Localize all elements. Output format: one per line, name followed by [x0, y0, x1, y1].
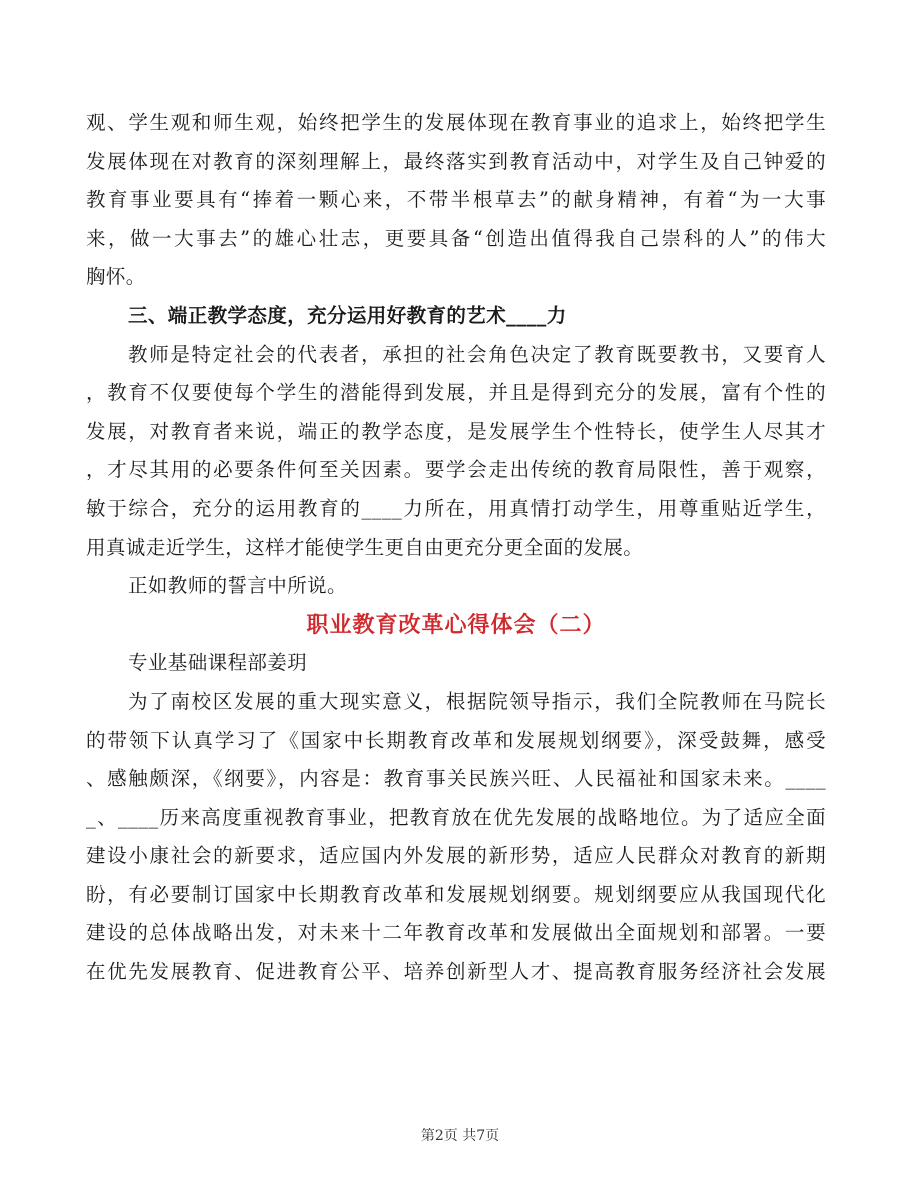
paragraph-line: 建设小康社会的新要求，适应国内外发展的新形势，适应人民群众对教育的新期 [86, 844, 826, 868]
paragraph-line: 、感触颇深，《纲要》，内容是：教育事关民族兴旺、人民福祉和国家未来。____ [86, 767, 826, 791]
page-number: 第2页 共7页 [420, 1128, 500, 1144]
paragraph-line: 的带领下认真学习了《国家中长期教育改革和发展规划纲要》，深受鼓舞，感受 [86, 728, 826, 752]
paragraph-line: 来，做一大事去”的雄心壮志，更要具备“创造出值得我自己崇科的人”的伟大 [86, 226, 826, 250]
paragraph-line: 胸怀。 [86, 265, 146, 289]
paragraph-line: 发展体现在对教育的深刻理解上，最终落实到教育活动中，对学生及自己钟爱的 [86, 149, 826, 173]
document-body [86, 104, 826, 992]
paragraph-line: ，才尽其用的必要条件何至关因素。要学会走出传统的教育局限性，善于观察， [86, 458, 826, 482]
paragraph-line: ，教育不仅要使每个学生的潜能得到发展，并且是得到充分的发展，富有个性的 [86, 381, 826, 405]
author-line: 专业基础课程部姜玥 [128, 651, 308, 675]
paragraph-line: 教育事业要具有“捧着一颗心来，不带半根草去”的献身精神，有着“为一大事 [86, 188, 826, 212]
paragraph-1 [86, 104, 826, 297]
document-title: 职业教育改革心得体会（二） [306, 611, 606, 638]
paragraph-line: 建设的总体战略出发，对未来十二年教育改革和发展做出全面规划和部署。一要 [86, 921, 826, 945]
paragraph-line: 为了南校区发展的重大现实意义，根据院领导指示，我们全院教师在马院长 [128, 689, 826, 713]
paragraph-3: 正如教师的誓言中所说。 [128, 574, 347, 598]
paragraph-line: 观、学生观和师生观，始终把学生的发展体现在教育事业的追求上，始终把学生 [86, 111, 826, 134]
paragraph-line: 发展，对教育者来说，端正的教学态度，是发展学生个性特长，使学生人尽其才 [86, 419, 826, 443]
paragraph-4 [86, 683, 826, 992]
paragraph-line: 在优先发展教育、促进教育公平、培养创新型人才、提高教育服务经济社会发展 [86, 960, 826, 984]
paragraph-line: 盼，有必要制订国家中长期教育改革和发展规划纲要。规划纲要应从我国现代化 [86, 882, 826, 906]
paragraph-line: _、____历来高度重视教育事业，把教育放在优先发展的战略地位。为了适应全面 [86, 805, 826, 829]
paragraph-2 [86, 336, 826, 568]
paragraph-line: 用真诚走近学生，这样才能使学生更自由更充分更全面的发展。 [86, 535, 644, 559]
paragraph-line: 敏于综合，充分的运用教育的____力所在，用真情打动学生，用尊重贴近学生， [86, 496, 826, 520]
paragraph-line: 教师是特定社会的代表者，承担的社会角色决定了教育既要教书，又要育人 [128, 342, 826, 366]
section-heading: 三、端正教学态度，充分运用好教育的艺术____力 [128, 303, 567, 327]
